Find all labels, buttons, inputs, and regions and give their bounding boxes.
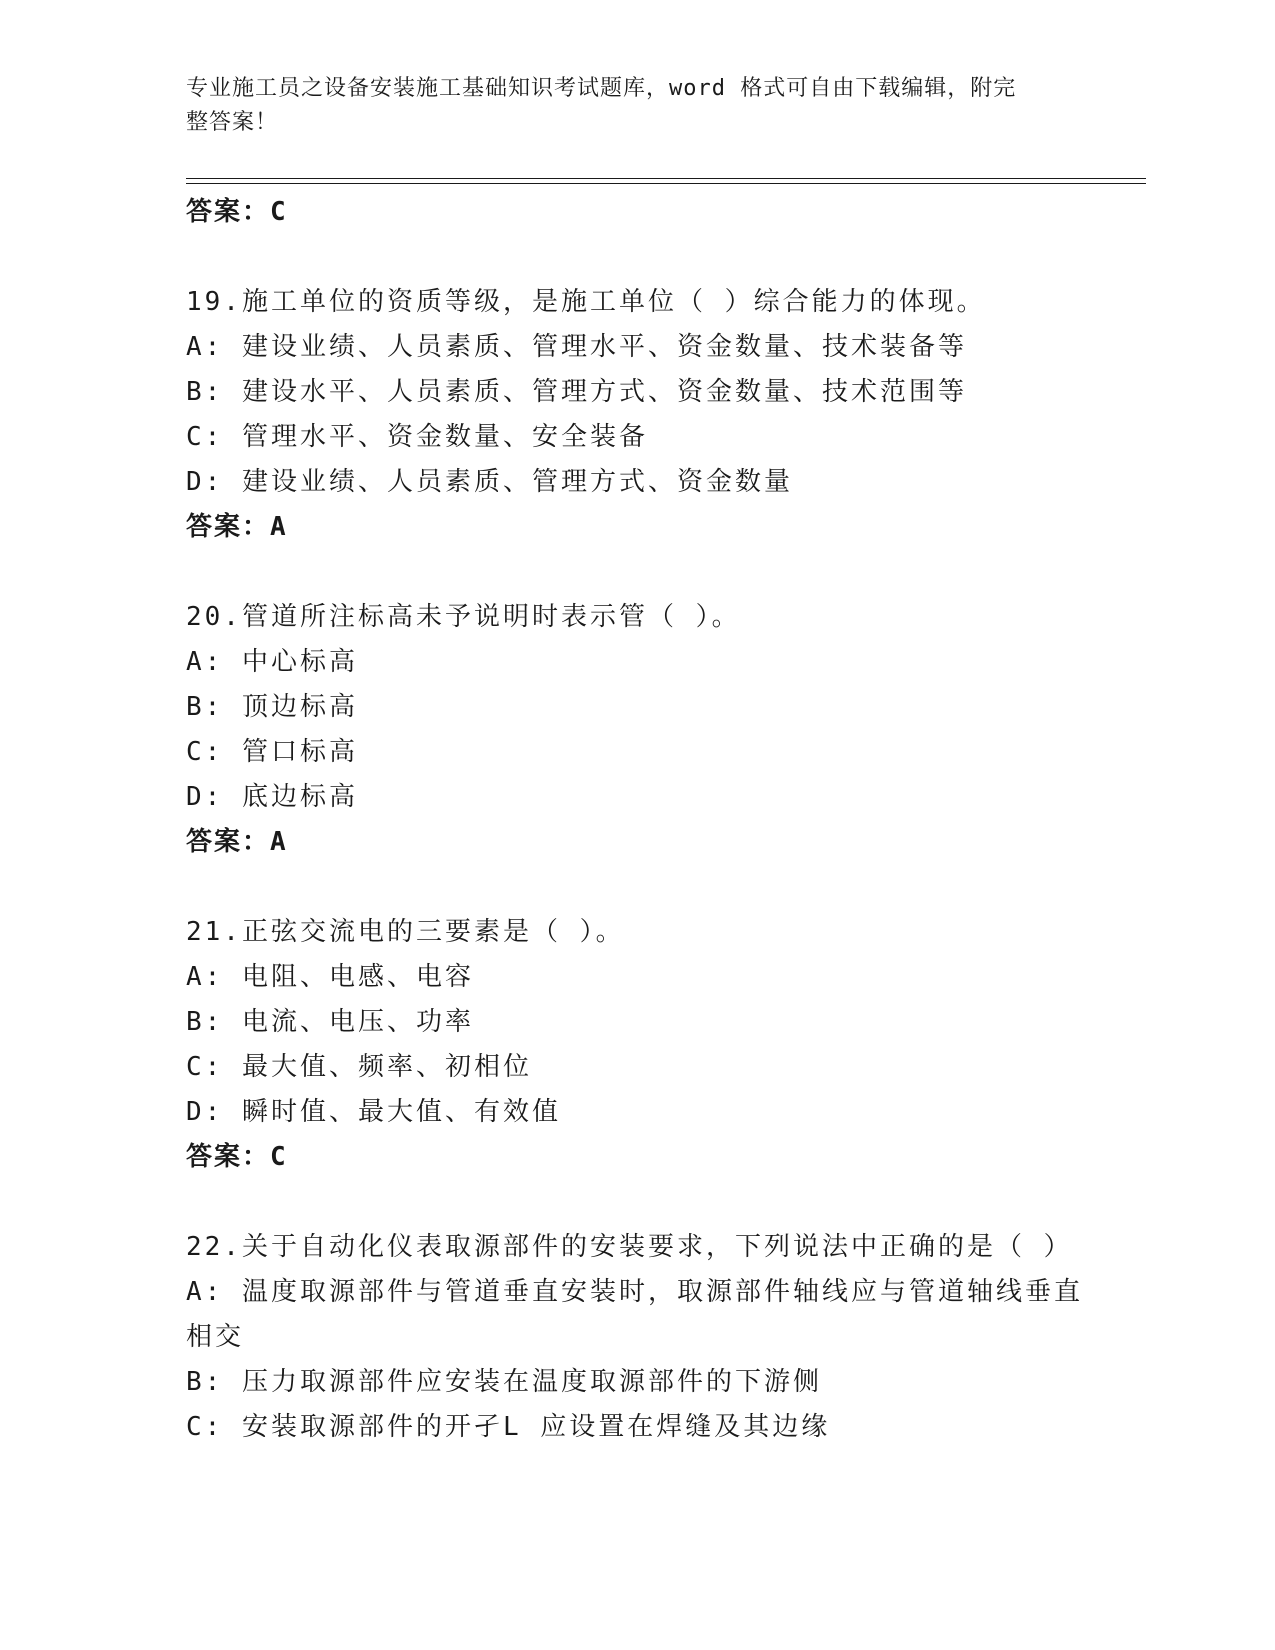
answer: 答案：A <box>186 827 288 857</box>
spacer <box>186 1180 1086 1225</box>
answer: 答案：A <box>186 512 288 542</box>
spacer <box>186 865 1086 910</box>
header-divider-top <box>186 178 1146 179</box>
previous-answer: 答案：C <box>186 197 288 227</box>
option-a: A: 中心标高 <box>186 647 358 677</box>
question-stem: 21.正弦交流电的三要素是（ ）。 <box>186 917 625 947</box>
option-d: D: 底边标高 <box>186 782 358 812</box>
document-header <box>186 72 1066 140</box>
header-divider-bottom <box>186 183 1146 184</box>
option-c: C: 最大值、频率、初相位 <box>186 1052 532 1082</box>
option-b: B: 电流、电压、功率 <box>186 1007 474 1037</box>
option-d: D: 建设业绩、人员素质、管理方式、资金数量 <box>186 467 793 497</box>
question-19 <box>186 280 1086 550</box>
answer: 答案：C <box>186 1142 288 1172</box>
option-a: A: 建设业绩、人员素质、管理水平、资金数量、技术装备等 <box>186 332 967 362</box>
option-a: A: 电阻、电感、电容 <box>186 962 474 992</box>
option-c: C: 安装取源部件的开孑L 应设置在焊缝及其边缘 <box>186 1412 831 1442</box>
question-stem: 20.管道所注标高未予说明时表示管（ ）。 <box>186 602 741 632</box>
option-a: A: 温度取源部件与管道垂直安装时，取源部件轴线应与管道轴线垂直 <box>186 1277 1083 1307</box>
question-21 <box>186 910 1086 1180</box>
spacer <box>186 235 1086 280</box>
question-20 <box>186 595 1086 865</box>
option-a-continued: 相交 <box>186 1322 245 1352</box>
option-b: B: 顶边标高 <box>186 692 358 722</box>
question-stem: 22.关于自动化仪表取源部件的安装要求，下列说法中正确的是（ ） <box>186 1232 1073 1262</box>
question-stem: 19.施工单位的资质等级，是施工单位（ ）综合能力的体现。 <box>186 287 986 317</box>
option-c: C: 管理水平、资金数量、安全装备 <box>186 422 648 452</box>
header-line-1: 专业施工员之设备安装施工基础知识考试题库，word 格式可自由下载编辑，附完 <box>186 76 1017 101</box>
header-line-2: 整答案！ <box>186 110 279 135</box>
option-c: C: 管口标高 <box>186 737 358 767</box>
option-d: D: 瞬时值、最大值、有效值 <box>186 1097 561 1127</box>
question-content <box>186 190 1086 1450</box>
spacer <box>186 550 1086 595</box>
option-b: B: 压力取源部件应安装在温度取源部件的下游侧 <box>186 1367 822 1397</box>
option-b: B: 建设水平、人员素质、管理方式、资金数量、技术范围等 <box>186 377 967 407</box>
question-22 <box>186 1225 1086 1450</box>
